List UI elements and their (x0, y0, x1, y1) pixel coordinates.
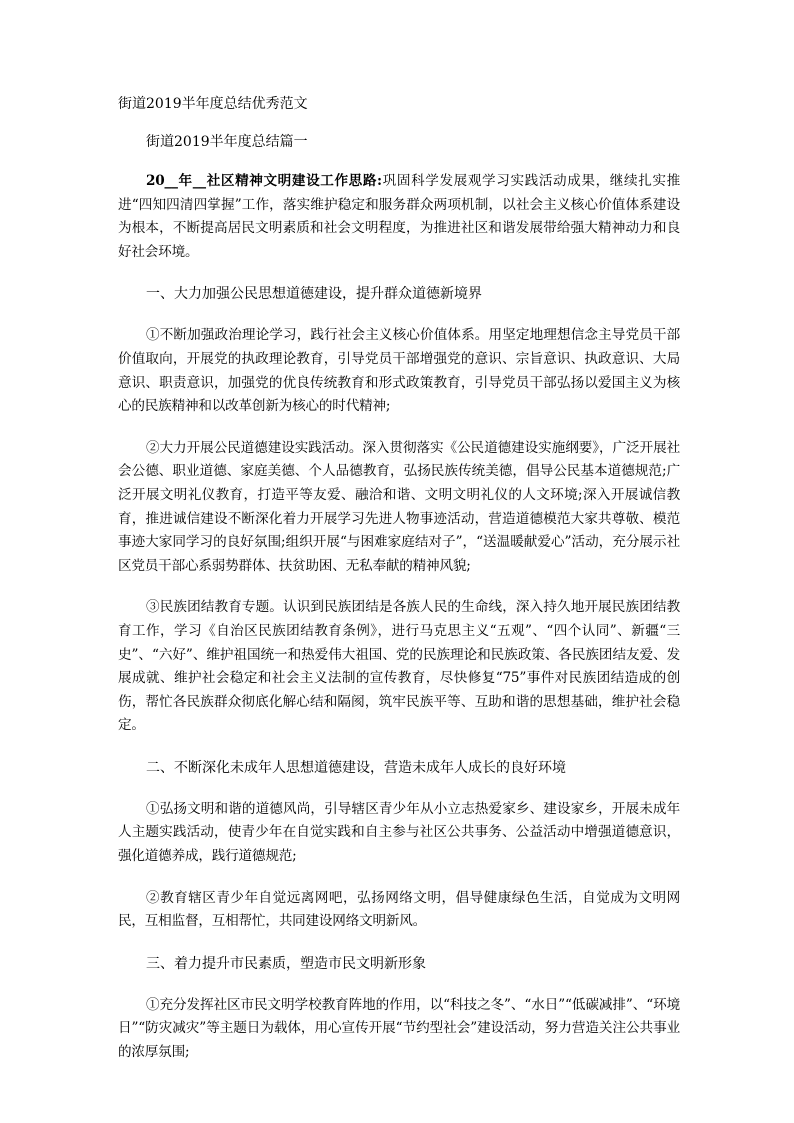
document-page (118, 92, 680, 1083)
intro-paragraph (118, 170, 680, 264)
document-title: 街道2019半年度总结优秀范文 (118, 96, 308, 112)
section-heading: 一、大力加强公民思想道德建设，提升群众道德新境界 (146, 286, 482, 303)
section-paragraph: ②教育辖区青少年自觉远离网吧，弘扬网络文明，倡导健康绿色生活，自觉成为文明网民，互相监督，互相帮忙，共同建设网络文明新风。 (118, 889, 680, 930)
section-paragraph: ①弘扬文明和谐的道德风尚，引导辖区青少年从小立志热爱家乡、建设家乡，开展未成年人主题实践活动，使青少年在自觉实践和自主参与社区公共事务、公益活动中增强道德意识，强化道德养成，践行道德规范; (118, 800, 680, 865)
section-paragraph: ②大力开展公民道德建设实践活动。深入贯彻落实《公民道德建设实施纲要》，广泛开展社会公德、职业道德、家庭美德、个人品德教育，弘扬民族传统美德，倡导公民基本道德规范;广泛开展文明礼仪教育，打造平等友爱、融洽和谐、文明文明礼仪的人文环境;深入开展诚信教育，推进诚信建设不断深化着力开展学习先进人物事迹活动，营造道德模范大家共尊敬、模范事迹大家同学习的良好氛围;组织开展“与困难家庭结对子”，“送温暖献爱心”活动，充分展示社区党员干部心系弱势群体、扶贫助困、无私奉献的精神风貌; (118, 439, 680, 574)
section-paragraph: ①不断加强政治理论学习，践行社会主义核心价值体系。用坚定地理想信念主导党员干部价值取向，开展党的执政理论教育，引导党员干部增强党的意识、宗旨意识、执政意识、大局意识、职责意识，加强党的优良传统教育和形式政策教育，引导党员干部弘扬以爱国主义为核心的民族精神和以改革创新为核心的时代精神; (118, 327, 680, 415)
intro-text: 巩固科学发展观学习实践活动成果，继续扎实推进“四知四清四掌握”工作，落实维护稳定和服务群众两项机制，以社会主义核心价值体系建设为根本，不断提高居民文明素质和社会文明程度，为推进社区和谐发展带给强大精神动力和良好社会环境。 (118, 173, 680, 260)
intro-lead: 20__年__社区精神文明建设工作思路: (146, 173, 382, 189)
section-heading: 二、不断深化未成年人思想道德建设，营造未成年人成长的良好环境 (146, 759, 566, 776)
document-subtitle: 街道2019半年度总结篇一 (146, 134, 308, 150)
section-heading: 三、着力提升市民素质，塑造市民文明新形象 (146, 955, 426, 972)
section-paragraph: ③民族团结教育专题。认识到民族团结是各族人民的生命线，深入持久地开展民族团结教育工作，学习《自治区民族团结教育条例》，进行马克思主义“五观”、“四个认同”、新疆“三史”、“六好”、维护祖国统一和热爱伟大祖国、党的民族理论和民族政策、各民族团结友爱、发展成就、维护社会稳定和社会主义法制的宣传教育，尽快修复“75”事件对民族团结造成的创伤，帮忙各民族群众彻底化解心结和隔阂，筑牢民族平等、互助和谐的思想基础，维护社会稳定。 (118, 599, 680, 734)
section-paragraph: ①充分发挥社区市民文明学校教育阵地的作用，以“科技之冬”、“水日”“低碳减排”、“环境日”“防灾减灾”等主题日为载体，用心宣传开展“节约型社会”建设活动，努力营造关注公共事业的浓厚氛围; (118, 996, 680, 1061)
